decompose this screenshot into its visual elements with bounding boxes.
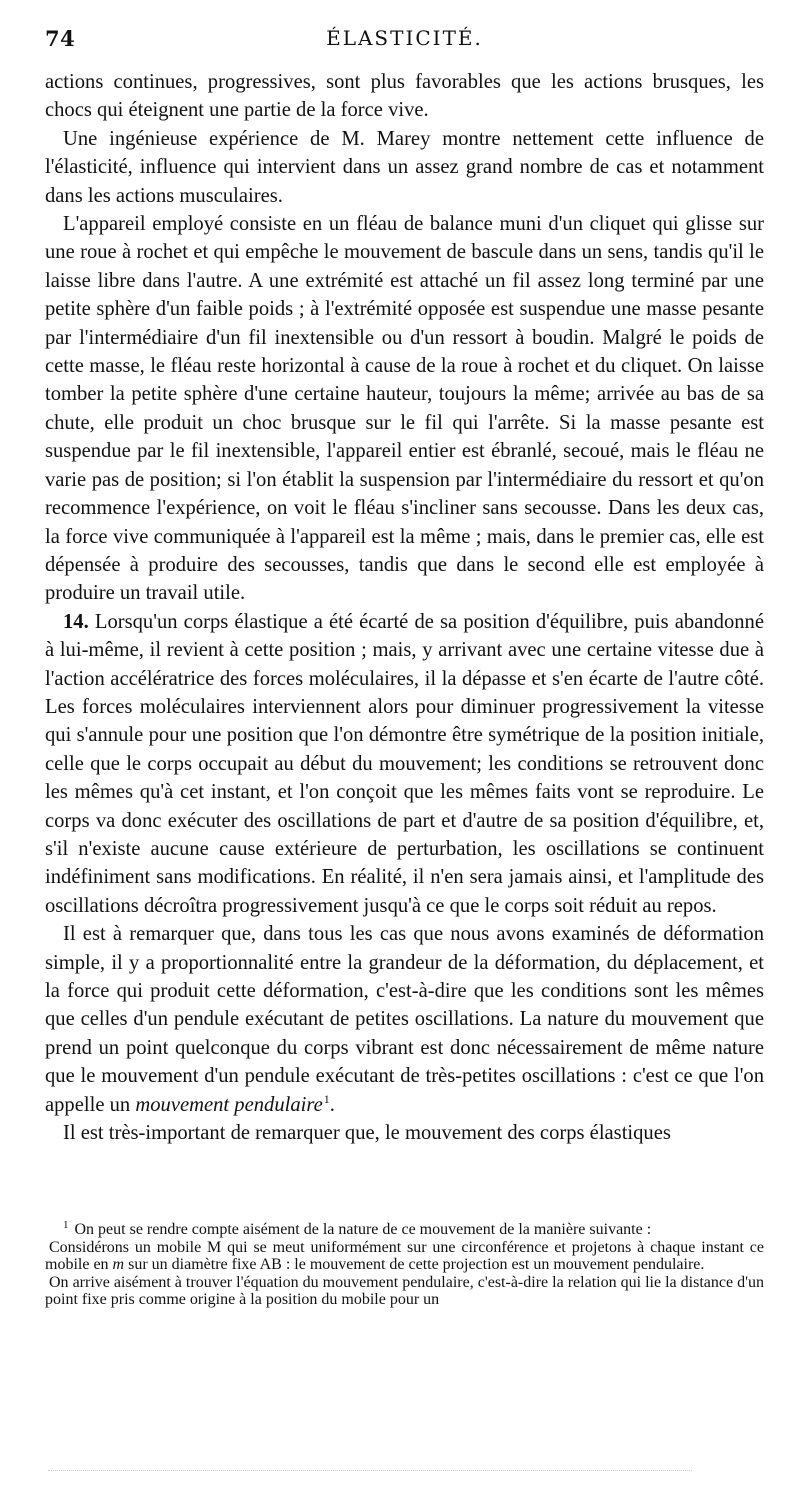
page-number: 74 xyxy=(45,26,76,51)
footnotes xyxy=(45,1218,764,1309)
paragraph-text: Il est très-important de remarquer que, le mouvement des corps élastiques xyxy=(63,1122,671,1145)
body-text xyxy=(45,68,764,1147)
footnote-1-continued xyxy=(45,1239,764,1274)
footnote-reference[interactable]: 1 xyxy=(323,1091,330,1106)
paragraph-text: Une ingénieuse expérience de M. Marey montre nettement cette influence de l'élasticité, influence qui intervient dans un assez grand nombre de cas et notamment dans les actions musculaires. xyxy=(45,127,764,207)
section-number: 14. xyxy=(63,610,89,633)
running-title: ÉLASTICITÉ. xyxy=(326,26,483,50)
footnote-text: On arrive aisément à trouver l'équation du mouvement pendulaire, c'est-à-dire la relation qui lie la distance d'un point fixe pris comme origine à la position du mobile pour un xyxy=(45,1273,764,1309)
bottom-scan-artifact xyxy=(48,1470,692,1471)
paragraph-marey-experiment xyxy=(45,125,764,210)
page-header xyxy=(45,26,764,60)
paragraph-important-remark xyxy=(45,1119,764,1147)
paragraph-continuation xyxy=(45,68,764,125)
paragraph-pendulum xyxy=(45,920,764,1119)
paragraph-text: Il est à remarquer que, dans tous les cas que nous avons examinés de déformation simple, il y a proportionnalité entre la grandeur de la déformation, du déplacement, et la force qui produit cette déformation, c'est-à-dire que les conditions sont les mêmes que celles d'un pendule exécutant de petites oscillations. La nature du mouvement que prend un point quelconque du corps vibrant est donc nécessairement de même nature que le mouvement d'un pendule exécutant de très-petites oscillations : c'est ce que l'on appelle un xyxy=(45,923,764,1116)
paragraph-section-14 xyxy=(45,608,764,920)
footnote-text: On peut se rendre compte aisément de la nature de ce mouvement de la manière suivante : xyxy=(74,1221,652,1238)
italic-term: mouvement pendulaire xyxy=(135,1093,323,1116)
paragraph-apparatus xyxy=(45,210,764,608)
footnote-text: sur un diamètre fixe AB : le mouvement de cette projection est un mouvement pendulaire. xyxy=(128,1256,705,1274)
paragraph-text: Lorsqu'un corps élastique a été écarté de sa position d'équilibre, puis abandonné à lui-même, il revient à cette position ; mais, y arrivant avec une certaine vitesse due à l'action accélératrice des forces moléculaires, il la dépasse et s'en écarte de l'autre côté. Les forces moléculaires interviennent alors pour diminuer progressivement la vitesse qui s'annule pour une position que l'on démontre être symétrique de la position initiale, celle que le corps occupait au début du mouvement; les conditions se retrouvent donc les mêmes qu'à cet instant, et l'on conçoit que les mêmes faits vont se reproduire. Le corps va donc exécuter des oscillations de part et d'autre de sa position d'équilibre, et, s'il n'existe aucune cause extérieure de perturbation, les oscillations se continuent indéfiniment sans modifications. En réalité, il n'en sera jamais ainsi, et l'amplitude des oscillations décroîtra progressivement jusqu'à ce que le corps soit réduit au repos. xyxy=(45,610,764,917)
footnote-text: Considérons un mobile M qui se meut uniformément sur une circonférence et projetons à chaque instant ce mobile en xyxy=(45,1238,764,1274)
paragraph-text: L'appareil employé consiste en un fléau de balance muni d'un cliquet qui glisse sur une roue à rochet et qui empêche le mouvement de bascule dans un sens, tandis qu'il le laisse libre dans l'autre. A une extrémité est attaché un fil assez long terminé par une petite sphère d'un faible poids ; à l'extrémité opposée est suspendue une masse pesante par l'intermédiaire d'un fil inextensible ou d'un ressort à boudin. Malgré le poids de cette masse, le fléau reste horizontal à cause de la roue à rochet et du cliquet. On laisse tomber la petite sphère d'une certaine hauteur, toujours la même; arrivée au bas de sa chute, elle produit un choc brusque sur le fil qui l'arrête. Si la masse pesante est suspendue par le fil inextensible, l'appareil entier est ébranlé, secoué, mais le fléau ne varie pas de position; si l'on établit la suspension par l'intermédiaire du ressort et qu'on recommence l'expérience, on voit le fléau s'incliner sans secousse. Dans les deux cas, la force vive communiquée à l'appareil est la même ; mais, dans le premier cas, elle est dépensée à produire des secousses, tandis que dans le second elle est employée à produire un travail utile. xyxy=(45,213,764,605)
italic-variable: m xyxy=(112,1256,125,1274)
footnote-1-equation xyxy=(45,1274,764,1309)
paragraph-text: actions continues, progressives, sont plus favorables que les actions brusques, les chocs qui éteignent une partie de la force vive. xyxy=(45,71,764,122)
footnote-1 xyxy=(45,1218,764,1239)
footnote-marker: 1 xyxy=(63,1218,69,1231)
paragraph-text-end: . xyxy=(329,1093,335,1116)
